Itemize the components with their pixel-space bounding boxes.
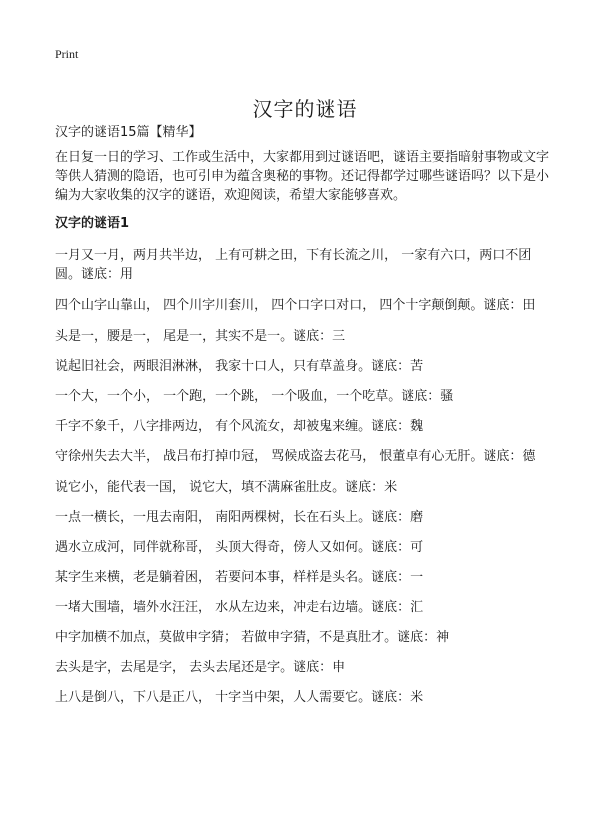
riddle-item: 中字加横不加点，莫做申字猜； 若做申字猜，不是真肚才。谜底：神	[55, 630, 450, 645]
riddle-item: 头是一，腰是一， 尾是一，其实不是一。谜底：三	[55, 329, 346, 344]
riddle-item: 上八是倒八，下八是正八， 十字当中架，人人需要它。谜底：米	[55, 690, 424, 705]
riddle-item: 守徐州失去大半， 战吕布打掉巾冠， 骂候成盗去花马， 恨董卓有心无肝。谜底：德	[55, 449, 536, 464]
riddle-item: 一堵大围墙，墙外水汪汪， 水从左边来，冲走右边墙。谜底：汇	[55, 600, 424, 615]
riddle-item: 一个大，一个小， 一个跑，一个跳， 一个吸血，一个吃草。谜底：骚	[55, 389, 454, 404]
riddle-item: 一月又一月，两月共半边， 上有可耕之田，下有长流之川， 一家有六口，两口不团圆。谜底：用	[55, 248, 532, 282]
page-title: 汉字的谜语	[252, 97, 358, 122]
intro-paragraph: 在日复一日的学习、工作或生活中，大家都用到过谜语吧，谜语主要指暗射事物或文字等供人猜测的隐语，也可引申为蕴含奥秘的事物。还记得都学过哪些谜语吗？以下是小编为大家收集的汉字的谜语，欢迎阅读，希望大家能够喜欢。	[55, 150, 550, 203]
riddle-list	[55, 246, 555, 718]
riddle-item: 去头是字，去尾是字， 去头去尾还是字。谜底：申	[55, 660, 346, 675]
riddle-item: 千字不象千，八字排两边， 有个风流女，却被鬼来缠。谜底：魏	[55, 419, 424, 434]
riddle-item: 遇水立成河，同伴就称哥， 头顶大得奇，傍人又如何。谜底：可	[55, 540, 424, 555]
article-subtitle: 汉字的谜语15篇【精华】	[55, 125, 202, 140]
section-heading: 汉字的谜语1	[55, 216, 130, 231]
print-label: Print	[55, 47, 79, 61]
riddle-item: 四个山字山靠山， 四个川字川套川， 四个口字口对口， 四个十字颠倒颠。谜底：田	[55, 298, 536, 313]
riddle-item: 某字生来横，老是躺着困， 若要问本事，样样是头名。谜底：一	[55, 570, 424, 585]
riddle-item: 说起旧社会，两眼泪淋淋， 我家十口人，只有草盖身。谜底：苦	[55, 359, 424, 374]
riddle-item: 说它小，能代表一国， 说它大，填不满麻雀肚皮。谜底：米	[55, 480, 398, 495]
riddle-item: 一点一横长，一甩去南阳， 南阳两棵树，长在石头上。谜底：磨	[55, 510, 424, 525]
